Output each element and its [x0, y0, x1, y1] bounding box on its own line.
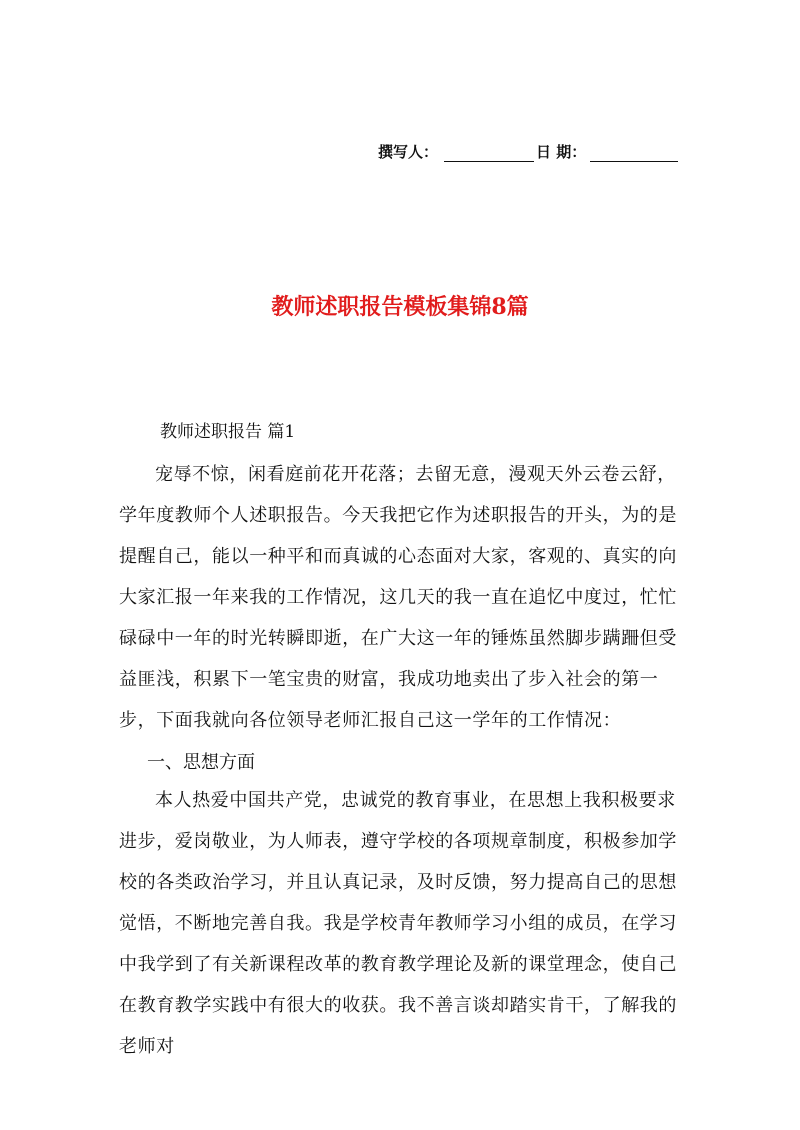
subheading-ideology: 一、思想方面 [147, 752, 255, 773]
document-title: 教师述职报告模板集锦8篇 [271, 294, 529, 320]
paragraph-ideology-text: 本人热爱中国共产党，忠诚党的教育事业，在思想上我积极要求进步，爱岗敬业，为人师表，遵守学校的各项规章制度，积极参加学校的各类政治学习，并且认真记录，及时反馈，努力提高自己的思想觉悟，不断地完善自我。我是学校青年教师学习小组的成员，在学习中我学到了有关新课程改革的教育教学理论及新的课堂理念，使自己在教育教学实践中有很大的收获。我不善言谈却踏实肯干，了解我的老师对 [119, 790, 677, 1057]
section-heading: 教师述职报告 篇1 [160, 422, 296, 442]
paragraph-intro [119, 454, 681, 741]
paragraph-ideology [119, 780, 681, 1067]
date-blank-field[interactable] [590, 145, 678, 162]
paragraph-intro-text: 宠辱不惊，闲看庭前花开花落；去留无意，漫观天外云卷云舒，学年度教师个人述职报告。今天我把它作为述职报告的开头，为的是提醒自己，能以一种平和而真诚的心态面对大家，客观的、真实的向大家汇报一年来我的工作情况，这几天的我一直在追忆中度过，忙忙碌碌中一年的时光转瞬即逝，在广大这一年的锤炼虽然脚步蹒跚但受益匪浅，积累下一笔宝贵的财富，我成功地卖出了步入社会的第一步，下面我就向各位领导老师汇报自己这一学年的工作情况： [119, 464, 677, 731]
author-date-header [378, 140, 683, 162]
author-label: 撰写人： [378, 143, 439, 161]
date-label: 日 期： [536, 143, 587, 161]
author-blank-field[interactable] [444, 145, 534, 162]
